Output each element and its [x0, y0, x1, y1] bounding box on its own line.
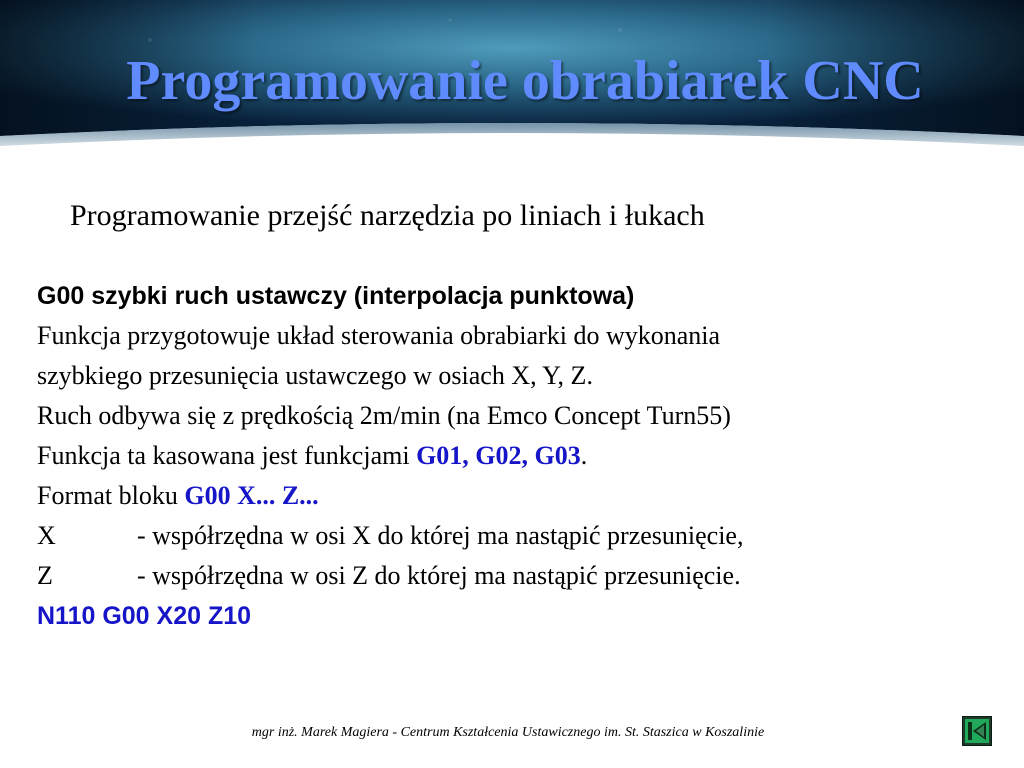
content-body [37, 276, 997, 636]
text-line-3: Ruch odbywa się z prędkością 2m/min (na Emco Concept Turn55) [37, 401, 731, 430]
text-line-4-suffix: . [580, 441, 588, 470]
text-line-2: szybkiego przesunięcia ustawczego w osiach X, Y, Z. [37, 361, 593, 390]
section-heading: G00 szybki ruch ustawczy (interpolacja punktowa) [37, 282, 635, 310]
text-line-5 [37, 476, 997, 516]
text-line-5-prefix: Format bloku [37, 481, 185, 510]
param-z-desc: - współrzędna w osi Z do której ma nastąpić przesunięcie. [137, 561, 741, 590]
text-line-4-prefix: Funkcja ta kasowana jest funkcjami [37, 441, 417, 470]
cancel-codes: G01, G02, G03 [416, 441, 581, 470]
param-x-key: X [37, 521, 56, 550]
previous-slide-button[interactable] [962, 716, 992, 746]
param-x-desc: - współrzędna w osi X do której ma nastąpić przesunięcie, [137, 521, 744, 550]
text-line-1: Funkcja przygotowuje układ sterowania obrabiarki do wykonania [37, 321, 721, 350]
text-line-4 [37, 436, 997, 476]
footer-credit: mgr inż. Marek Magiera - Centrum Kształcenia Ustawicznego im. St. Staszica w Koszalinie [251, 725, 765, 740]
param-z-line [37, 556, 997, 596]
block-format-code: G00 X... Z... [184, 481, 319, 510]
example-block: N110 G00 X20 Z10 [37, 602, 252, 630]
slide-subtitle: Programowanie przejść narzędzia po liniach i łukach [70, 199, 705, 232]
slide-title: Programowanie obrabiarek CNC [126, 50, 924, 112]
previous-slide-icon[interactable] [962, 716, 992, 746]
param-x-line [37, 516, 997, 556]
param-z-key: Z [37, 561, 53, 590]
